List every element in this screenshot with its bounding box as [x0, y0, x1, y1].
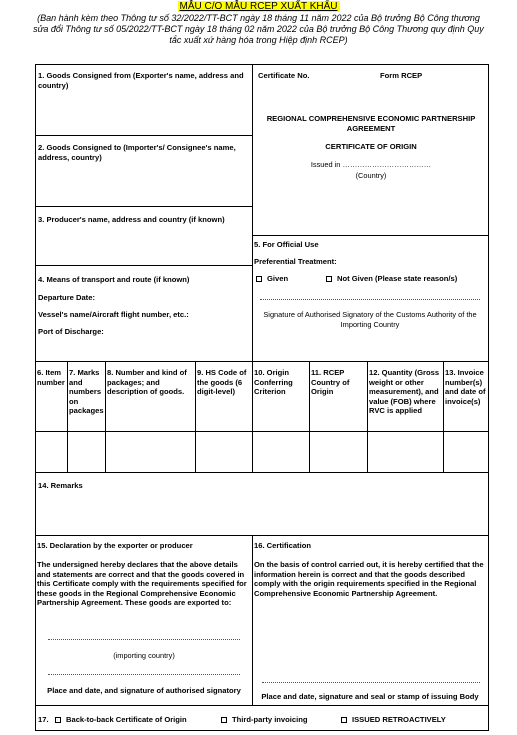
col-divider — [443, 361, 444, 473]
not-given-label: Not Given (Please state reason/s) — [337, 274, 458, 283]
col-divider — [309, 361, 310, 473]
exporter-signature-line — [48, 674, 240, 675]
certification-text: On the basis of control carried out, it is hereby certified that the information herein is correct and that the goods described comply with the origin requirements specified in the Regional Comprehensive Economic Partnership Agreement. — [254, 560, 484, 598]
importing-country-line — [48, 639, 240, 640]
departure-date-label: Departure Date: — [38, 293, 95, 302]
preferential-treatment-label: Preferential Treatment: — [254, 257, 337, 266]
form-rcep-label: Form RCEP — [380, 71, 423, 80]
box-16-label: 16. Certification — [254, 541, 311, 550]
form-subtitle: (Ban hành kèm theo Thông tư số 32/2022/TT-BCT ngày 18 tháng 11 năm 2022 của Bộ trưởng Bộ Công thương sửa đổi Thông tư số 05/2022/TT-BCT ngày 18 tháng 02 năm 2022 của Bộ trưởng Bộ Công Thương quy định Quy tắc xuất xứ hàng hóa trong Hiệp định RCEP) — [33, 13, 484, 45]
col-divider — [67, 361, 68, 473]
box-14-label: 14. Remarks — [38, 481, 83, 490]
column-header-packages: 8. Number and kind of packages; and description of goods. — [107, 368, 187, 396]
customs-signature-label: Signature of Authorised Signatory of the Customs Authority of the Importing Country — [263, 310, 477, 329]
column-header-country-of-origin: 11. RCEP Country of Origin — [311, 368, 350, 396]
column-header-quantity: 12. Quantity (Gross weight or other measurement), and value (FOB) where RVC is applied — [369, 368, 440, 415]
issued-retroactively-label: ISSUED RETROACTIVELY — [352, 715, 446, 724]
vessel-name-label: Vessel's name/Aircraft flight number, etc.: — [38, 310, 189, 319]
issued-in-label: Issued in ……………………………… — [310, 160, 432, 169]
box-1-label: 1. Goods Consigned from (Exporter's name, address and country) — [38, 71, 244, 90]
column-header-marks: 7. Marks and numbers on packages — [69, 368, 104, 415]
exporter-declaration-text: The undersigned hereby declares that the above details and statements are correct and that the goods covered in this Certificate comply with the requirements specified for these goods in the Regional Comprehensive Economic Partnership Agreement. These goods are exported to: — [37, 560, 247, 607]
given-label: Given — [267, 274, 289, 283]
column-header-hs-code: 9. HS Code of the goods (6 digit-level) — [197, 368, 247, 396]
column-header-invoice: 13. Invoice number(s) and date of invoice(s) — [445, 368, 486, 406]
back-to-back-checkbox[interactable] — [55, 717, 61, 723]
back-to-back-option[interactable] — [55, 715, 187, 725]
column-header-item-number: 6. Item number — [37, 368, 65, 387]
issuing-body-signature-label: Place and date, signature and seal or stamp of issuing Body — [261, 692, 479, 701]
column-header-origin-criterion: 10. Origin Conferring Criterion — [254, 368, 293, 396]
issuing-body-signature-line — [262, 682, 480, 683]
third-party-invoicing-label: Third-party invoicing — [232, 715, 308, 724]
importing-country-label: (importing country) — [113, 651, 175, 660]
agreement-title: REGIONAL COMPREHENSIVE ECONOMIC PARTNERSHIP AGREEMENT — [266, 114, 476, 133]
form-title: MẪU C/O MẪU RCEP XUẤT KHẨU — [179, 1, 338, 12]
box-2-label: 2. Goods Consigned to (Importer's/ Consignee's name, address, country) — [38, 143, 236, 162]
customs-signature-line — [260, 299, 480, 300]
col-divider — [252, 361, 253, 473]
third-party-invoicing-option[interactable] — [221, 715, 308, 725]
box-3-label: 3. Producer's name, address and country (if known) — [38, 215, 225, 224]
given-option[interactable] — [256, 274, 288, 284]
issued-retroactively-option[interactable] — [341, 715, 446, 725]
box-5-label: 5. For Official Use — [254, 240, 319, 249]
col-divider — [367, 361, 368, 473]
country-label: (Country) — [355, 171, 387, 180]
given-checkbox[interactable] — [256, 276, 262, 282]
box-17-label: 17. — [38, 715, 49, 724]
back-to-back-label: Back-to-back Certificate of Origin — [66, 715, 187, 724]
col-divider — [105, 361, 106, 473]
box-15-label: 15. Declaration by the exporter or producer — [37, 541, 193, 550]
third-party-invoicing-checkbox[interactable] — [221, 717, 227, 723]
box-14 — [35, 472, 489, 536]
not-given-option[interactable] — [326, 274, 457, 284]
port-of-discharge-label: Port of Discharge: — [38, 327, 104, 336]
certificate-number-label: Certificate No. — [258, 71, 310, 80]
col-divider — [195, 361, 196, 473]
exporter-signature-label: Place and date, and signature of authorised signatory — [47, 686, 241, 695]
issued-retroactively-checkbox[interactable] — [341, 717, 347, 723]
not-given-checkbox[interactable] — [326, 276, 332, 282]
box-4-label: 4. Means of transport and route (if known) — [38, 275, 190, 284]
goods-table-row-divider — [35, 431, 489, 432]
certificate-of-origin-title: CERTIFICATE OF ORIGIN — [325, 142, 417, 151]
